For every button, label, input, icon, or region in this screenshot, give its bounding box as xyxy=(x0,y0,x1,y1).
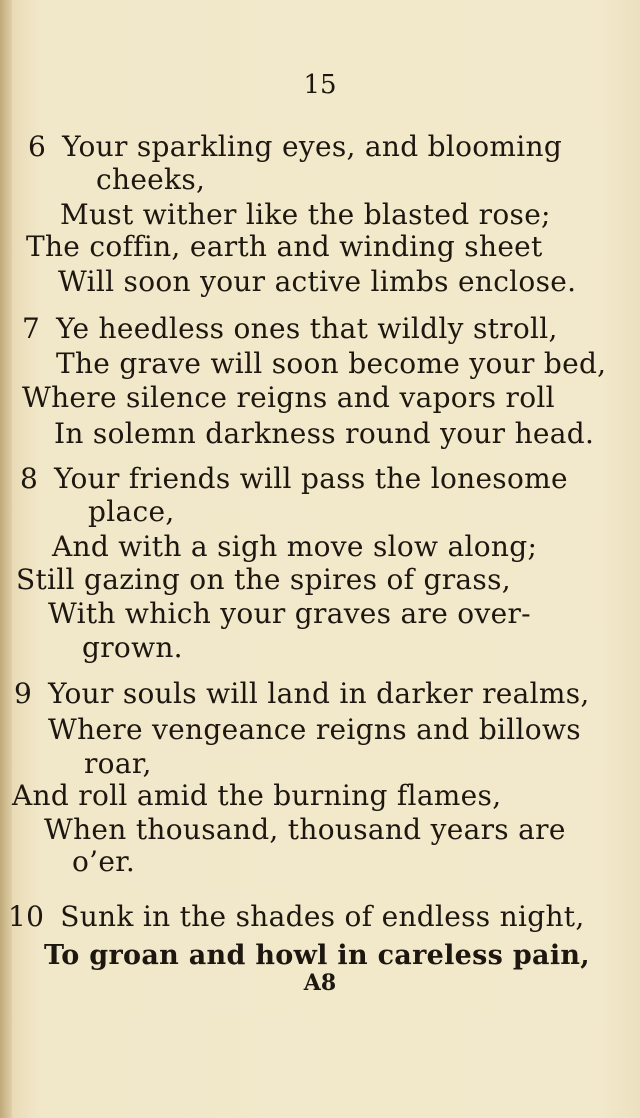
stanza-7-line-4: In solemn darkness round your head. xyxy=(54,417,595,450)
stanza-9-line-3: roar, xyxy=(84,747,152,780)
stanza-10-number: 10 xyxy=(8,900,45,933)
stanza-8-line-4: Still gazing on the spires of grass, xyxy=(16,563,511,596)
page-number: 15 xyxy=(303,70,337,100)
stanza-6-line-3: Must wither like the blasted rose; xyxy=(60,198,551,231)
stanza-9-line-1 xyxy=(14,677,590,710)
stanza-6-line-1-text: Your sparkling eyes, and blooming xyxy=(62,130,563,163)
stanza-8-line-1 xyxy=(20,462,568,495)
signature-mark: A8 xyxy=(303,970,337,996)
stanza-8-line-2: place, xyxy=(88,495,175,528)
stanza-7-line-1-text: Ye heedless ones that wildly stroll, xyxy=(56,312,558,345)
stanza-9-line-6: o’er. xyxy=(72,845,136,878)
stanza-9-line-1-text: Your souls will land in darker realms, xyxy=(48,677,590,710)
stanza-7-number: 7 xyxy=(22,312,41,345)
stanza-6-line-4: The coffin, earth and winding sheet xyxy=(26,230,543,263)
stanza-8-number: 8 xyxy=(20,462,39,495)
stanza-8-line-3: And with a sigh move slow along; xyxy=(52,530,538,563)
stanza-8-line-6: grown. xyxy=(82,631,183,664)
stanza-10-line-2: To groan and howl in careless pain, xyxy=(44,940,591,971)
stanza-6-number: 6 xyxy=(28,130,47,163)
stanza-6-line-1 xyxy=(28,130,563,163)
stanza-6-line-2: cheeks, xyxy=(96,163,206,196)
stanza-9-number: 9 xyxy=(14,677,33,710)
stanza-6-line-5: Will soon your active limbs enclose. xyxy=(58,265,577,298)
stanza-9-line-5: When thousand, thousand years are xyxy=(44,813,566,846)
stanza-7-line-1 xyxy=(22,312,558,345)
stanza-10-line-1-text: Sunk in the shades of endless night, xyxy=(60,900,585,933)
page-gutter-edge xyxy=(0,0,12,1118)
stanza-9-line-2: Where vengeance reigns and billows xyxy=(48,713,581,746)
stanza-9-line-4: And roll amid the burning flames, xyxy=(12,779,502,812)
stanza-8-line-5: With which your graves are over- xyxy=(48,597,531,630)
stanza-7-line-2: The grave will soon become your bed, xyxy=(56,347,607,380)
stanza-7-line-3: Where silence reigns and vapors roll xyxy=(22,381,555,414)
stanza-10-line-1 xyxy=(8,900,585,933)
stanza-8-line-1-text: Your friends will pass the lonesome xyxy=(54,462,568,495)
